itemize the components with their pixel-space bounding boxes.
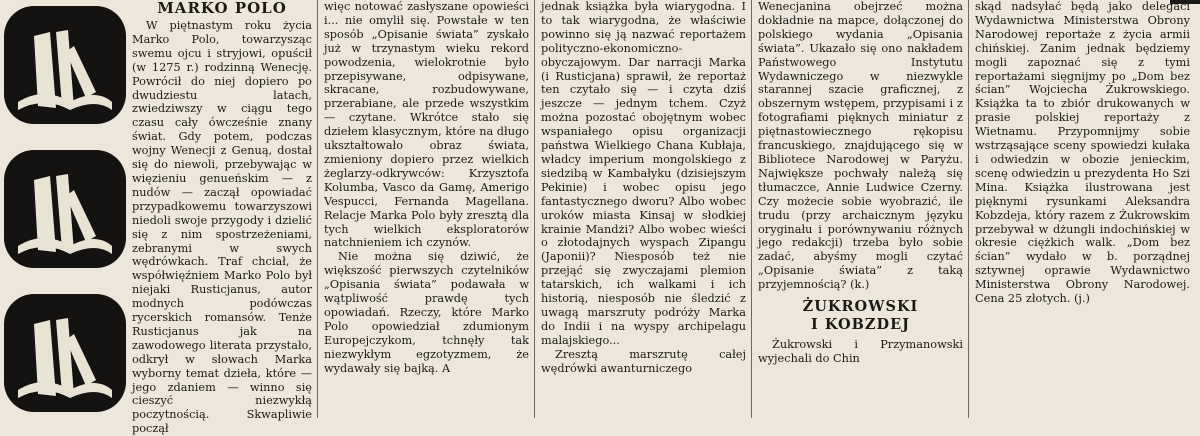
article-paragraph: W piętnastym roku życia Marko Polo, towarzysząc swemu ojcu i stryjowi, opuścił (w 1275 r.) rodzinną Wenecję. Powrócił do niej dopiero po dwudziestu latach, zwiedziwszy w ciągu tego czasu cały ówcześnie znany świat. Gdy potem, podczas wojny Wenecji z Genuą, dostał się do niewoli, przebywając w więzieniu genueńskim — z nudów — zaczął opowiadać przypadkowemu towarzyszowi niedoli swoje przygody i dzielić się z nim spostrzeżeniami, zebranymi w swych wędrówkach. Traf chciał, że współwięźniem Marko Polo był niejaki Rusticjanus, autor modnych podówczas rycerskich romansów. Tenże Rusticjanus jak na zawodowego literata przystało, odkrył w słowach Marka wyborny temat dzieła, które — jego zdaniem — winno się cieszyć niezwykłą poczytnością. Skwapliwie począł [132,19,312,436]
article-paragraph: więc notować zasłyszane opowieści i... nie omylił się. Powstałe w ten sposób „Opisanie świata” zyskało już w trzynastym wieku rekord powodzenia, wielokrotnie było przepisywane, odpisywane, skracane, rozbudowywane, przerabiane, ale przede wszystkim — czytane. Wkrótce stało się dziełem klasycznym, które na długo ukształtowało obraz świata, zmieniony dopiero przez wielkich żeglarzy-odkrywców: Krzysztofa Kolumba, Vasco da Gamę, Amerigo Vespucci, Fernanda Magellana. Relacje Marka Polo były zresztą dla tych wielkich eksploratorów natchnieniem ich czynów. [324,0,530,250]
book-stack-icon [4,294,126,412]
title-line: I KOBZDEJ [810,316,910,334]
article-column-4 [758,0,963,418]
column-divider [751,0,752,418]
column-divider [317,0,318,418]
article-paragraph: Wenecjanina obejrzeć można dokładnie na mapce, dołączonej do polskiego wydania „Opisania świata”. Ukazało się ono nakładem Państwowego Instytutu Wydawniczego w niezwykle starannej szacie graficznej, z obszernym wstępem, przypisami i z fotografiami pięknych miniatur z piętnastowiecznego rękopisu francuskiego, znajdującego się w Bibliotece Narodowej w Paryżu. Największe pochwały należą się tłumaczce, Annie Ludwice Czerny. Czy możecie sobie wyobrazić, ile trudu (przy archaicznym języku oryginału i porównywaniu różnych jego redakcji) trzeba było sobie zadać, abyśmy mogli czytać „Opisanie świata” z taką przyjemnością? (k.) [758,0,963,292]
illustration-column [0,0,130,418]
column-divider [968,0,969,418]
title-line: ŻUKROWSKI [802,298,919,316]
book-stack-icon [4,150,126,268]
article-column-5 [975,0,1190,418]
article-paragraph: jednak książka była wiarygodna. I to tak wiarygodna, że właściwie powinno się ją nazwać reportażem polityczno-ekonomiczno-obyczajowym. Dar narracji Marka (i Rusticjana) sprawił, że reportaż ten czytało się — i czyta dziś jeszcze — jednym tchem. Czyż można pozostać obojętnym wobec wspaniałego opisu organizacji państwa Wielkiego Chana Kubłaja, władcy imperium mongolskiego z siedzibą w Kambałyku (dzisiejszym Pekinie) i wobec opisu jego fantastycznego dworu? Albo wobec uroków miasta Kinsaj w słodkiej krainie Mandżi? Albo wobec wieści o złotodajnych wyspach Zipangu (Japonii)? Niesposób też nie przejąć się zwyczajami plemion tatarskich, ich walkami i ich historią, niesposób nie śledzić z uwagą marszruty podróży Marka do Indii i na wyspy archipelagu malajskiego... [541,0,746,347]
article-paragraph: skąd nadsyłać będą jako delegaci Wydawnictwa Ministerstwa Obrony Narodowej reportaże z życia armii chińskiej. Zanim jednak będziemy mogli zapoznać się z tymi reportażami sięgnijmy po „Dom bez ścian” Wojciecha Żukrowskiego. Książka ta to zbiór drukowanych w prasie polskiej reportaży z Wietnamu. Przypomnijmy sobie wstrząsające sceny spowiedzi kułaka i odwiedzin w obozie jenieckim, scenę odwiedzin u prezydenta Ho Szi Mina. Książka ilustrowana jest pięknymi rysunkami Aleksandra Kobzdeja, który razem z Żukrowskim przebywał w dżungli indochińskiej w okresie ciężkich walk. „Dom bez ścian” wydało w b. porządnej sztywnej oprawie Wydawnictwo Ministerstwa Obrony Narodowej. Cena 25 złotych. (j.) [975,0,1190,306]
article-paragraph: Nie można się dziwić, że większość pierwszych czytelników „Opisania świata” podawała w wątpliwość prawdę tych opowiadań. Rzeczy, które Marko Polo opowiedział zdumionym Europejczykom, tchnęły tak niezwykłym egzotyzmem, że wydawały się bajką. A [324,250,529,375]
article-column-3 [541,0,746,418]
article-paragraph: Zresztą marszrutę całej wędrówki awanturniczego [541,347,746,375]
article-title [758,298,963,334]
article-column-2 [324,0,529,418]
article-paragraph: Żukrowski i Przymanowski wyjechali do Chin [758,338,963,365]
book-stack-icon [4,6,126,124]
article-title: MARKO POLO [157,0,287,17]
column-divider [534,0,535,418]
article-column-1 [132,0,312,436]
